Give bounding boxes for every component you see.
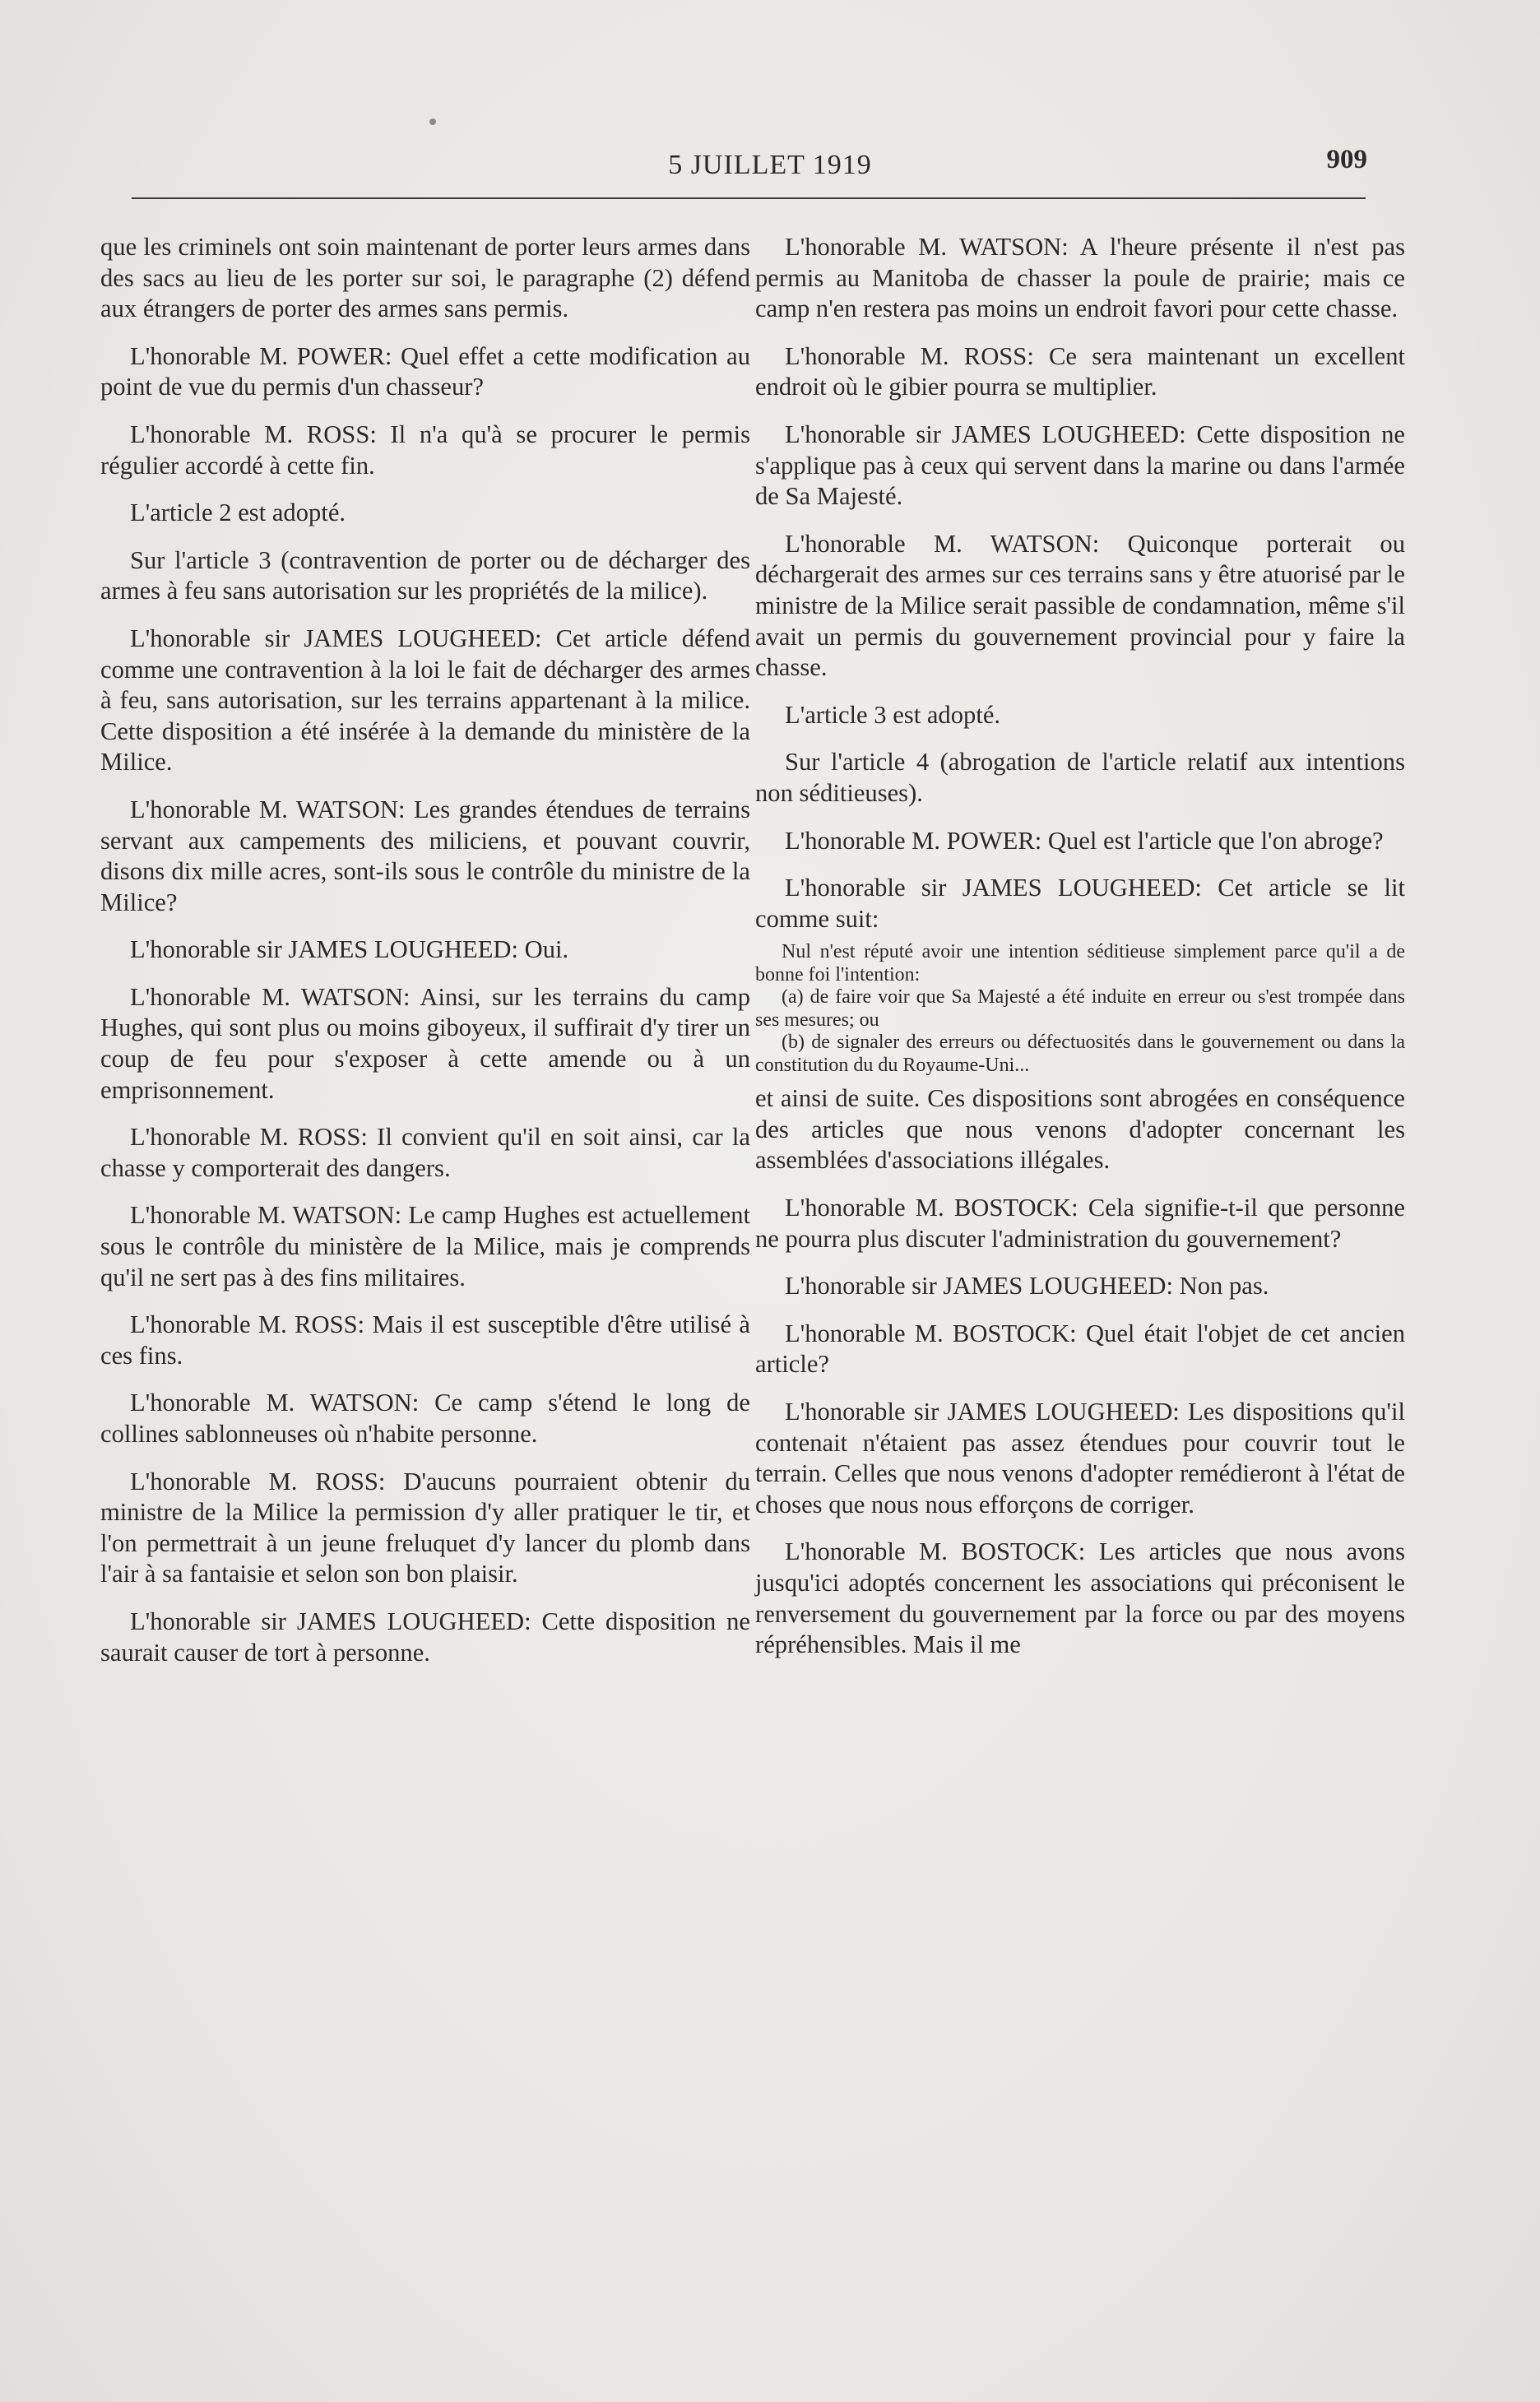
paragraph: L'honorable M. WATSON: Les grandes étendues de terrains servant aux campements des miliciens, et pouvant couvrir, disons dix mille acres, sont-ils sous le contrôle du ministre de la Milice? xyxy=(100,795,750,916)
paragraph: L'honorable M. WATSON: Le camp Hughes est actuellement sous le contrôle du ministère de la Milice, mais je comprends qu'il ne sert pas à des fins militaires. xyxy=(100,1201,750,1291)
quote-line: (b) de signaler des erreurs ou défectuosités dans le gouvernement ou dans la constitution du du Royaume-Uni... xyxy=(755,1032,1405,1076)
paragraph: L'article 3 est adopté. xyxy=(785,700,1001,729)
paragraph: L'honorable M. WATSON: Ce camp s'étend le long de collines sablonneuses où n'habite personne. xyxy=(100,1389,750,1448)
paragraph: Sur l'article 3 (contravention de porter ou de décharger des armes à feu sans autorisation sur les propriétés de la milice). xyxy=(100,545,750,605)
paragraph: L'honorable sir JAMES LOUGHEED: Cette disposition ne s'applique pas à ceux qui servent dans la marine ou dans l'armée de Sa Majesté. xyxy=(755,420,1405,511)
paragraph: et ainsi de suite. Ces dispositions sont abrogées en conséquence des articles que nous venons d'adopter concernant les assemblées d'associations illégales. xyxy=(755,1084,1405,1175)
paragraph: L'honorable sir JAMES LOUGHEED: Cet article défend comme une contravention à la loi le fait de décharger des armes à feu, sans autorisation, sur les terrains appartenant à la milice. Cette disposition a été insérée à la demande du ministère de la Milice. xyxy=(100,624,750,777)
paragraph: L'honorable sir JAMES LOUGHEED: Cette disposition ne saurait causer de tort à personne. xyxy=(100,1607,750,1667)
paragraph: L'honorable M. ROSS: Ce sera maintenant un excellent endroit où le gibier pourra se multiplier. xyxy=(755,341,1405,401)
right-column xyxy=(755,232,1405,1677)
running-header xyxy=(0,145,1540,194)
paragraph: que les criminels ont soin maintenant de porter leurs armes dans des sacs au lieu de les porter sur soi, le paragraphe (2) défend aux étrangers de porter des armes sans permis. xyxy=(100,233,750,323)
paragraph: L'honorable M. ROSS: D'aucuns pourraient obtenir du ministre de la Milice la permission d'y aller pratiquer le tir, et l'on permettrait à un jeune freluquet d'y lancer du plomb dans l'air à sa fantaisie et selon son bon plaisir. xyxy=(100,1467,750,1588)
paragraph: L'honorable M. WATSON: Ainsi, sur les terrains du camp Hughes, qui sont plus ou moins giboyeux, il suffirait d'y tirer un coup de feu pour s'exposer à cette amende ou à un emprisonnement. xyxy=(100,982,750,1104)
running-title: 5 JUILLET 1919 xyxy=(668,150,872,180)
paragraph: L'honorable sir JAMES LOUGHEED: Oui. xyxy=(130,935,569,964)
paragraph: L'honorable sir JAMES LOUGHEED: Les dispositions qu'il contenait n'étaient pas assez étendues pour couvrir tout le terrain. Celles que nous venons d'adopter remédieront à l'état de choses que nous nous efforçons de corriger. xyxy=(755,1398,1405,1519)
paragraph: L'honorable M. POWER: Quel est l'article que l'on abroge? xyxy=(785,826,1384,855)
paragraph: L'honorable sir JAMES LOUGHEED: Non pas. xyxy=(785,1272,1269,1301)
paragraph: L'honorable M. ROSS: Il n'a qu'à se procurer le permis régulier accordé à cette fin. xyxy=(100,420,750,480)
paragraph: L'article 2 est adopté. xyxy=(130,498,346,527)
quote-line: (a) de faire voir que Sa Majesté a été induite en erreur ou s'est trompée dans ses mesures; ou xyxy=(755,986,1405,1031)
ink-dot xyxy=(429,118,436,125)
paragraph: L'honorable M. BOSTOCK: Quel était l'objet de cet ancien article? xyxy=(755,1319,1405,1379)
paragraph: L'honorable M. ROSS: Mais il est susceptible d'être utilisé à ces fins. xyxy=(100,1310,750,1370)
paragraph: Sur l'article 4 (abrogation de l'article relatif aux intentions non séditieuses). xyxy=(755,748,1405,807)
paragraph: L'honorable M. WATSON: Quiconque porterait ou déchargerait des armes sur ces terrains sans y être atuorisé par le ministre de la Milice serait passible de condamnation, même s'il avait un permis du gouvernement provincial pour y faire la chasse. xyxy=(755,529,1405,682)
paragraph: L'honorable M. BOSTOCK: Les articles que nous avons jusqu'ici adoptés concernent les associations qui préconisent le renversement du gouvernement par la force ou par des moyens répréhensibles. Mais il me xyxy=(755,1537,1405,1659)
quote-line: Nul n'est réputé avoir une intention séditieuse simplement parce qu'il a de bonne foi l'intention: xyxy=(755,941,1405,985)
left-column xyxy=(100,232,750,1685)
paragraph: L'honorable M. WATSON: A l'heure présente il n'est pas permis au Manitoba de chasser la poule de prairie; mais ce camp n'en restera pas moins un endroit favori pour cette chasse. xyxy=(755,233,1405,323)
header-rule xyxy=(132,197,1366,199)
quoted-statute xyxy=(755,941,1405,1077)
paragraph: L'honorable M. BOSTOCK: Cela signifie-t-il que personne ne pourra plus discuter l'administration du gouvernement? xyxy=(755,1194,1405,1253)
paragraph: L'honorable sir JAMES LOUGHEED: Cet article se lit comme suit: xyxy=(755,874,1405,933)
paragraph: L'honorable M. ROSS: Il convient qu'il en soit ainsi, car la chasse y comporterait des dangers. xyxy=(100,1123,750,1182)
page-number: 909 xyxy=(1326,145,1367,174)
paragraph: L'honorable M. POWER: Quel effet a cette modification au point de vue du permis d'un chasseur? xyxy=(100,341,750,401)
